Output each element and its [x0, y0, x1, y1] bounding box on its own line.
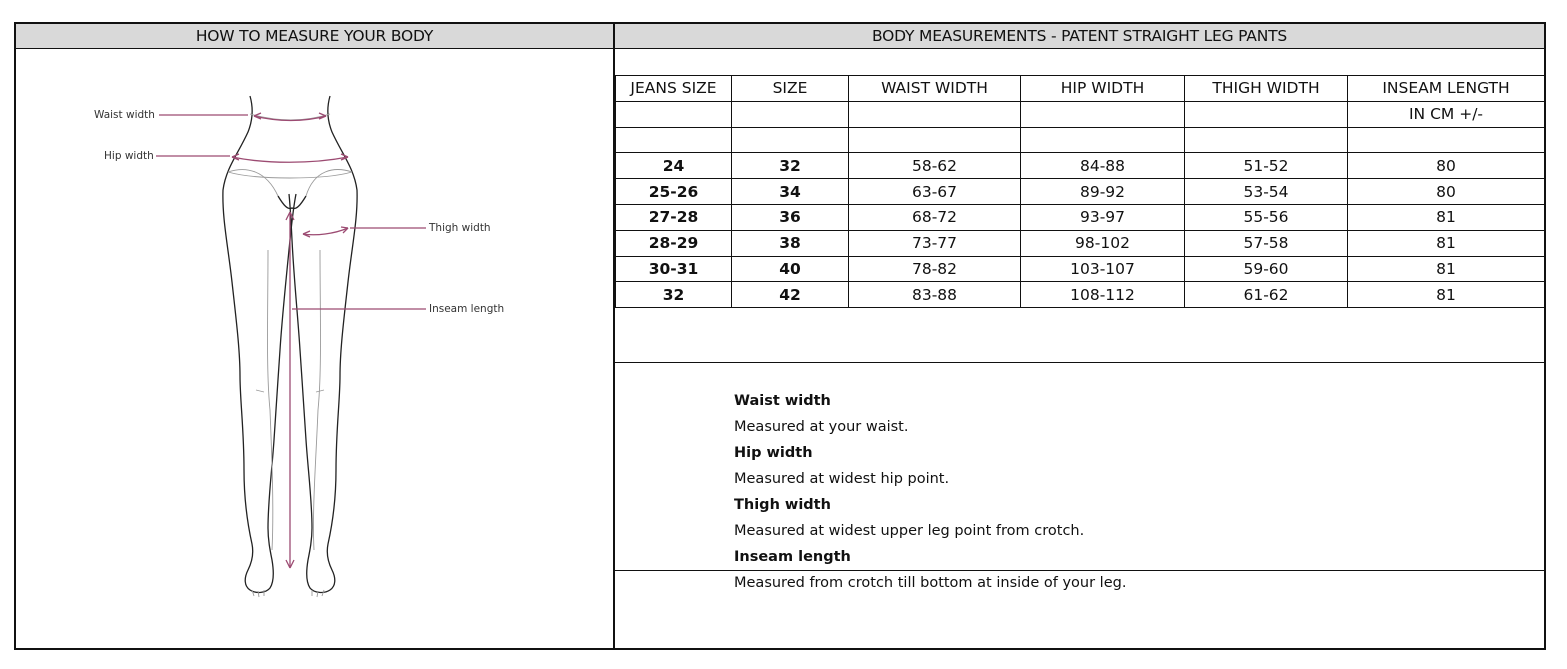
definitions-bottom-border: [615, 570, 1544, 571]
definition-text: Measured at widest hip point.: [734, 471, 950, 487]
size-chart-frame: [14, 22, 1546, 650]
header-size: SIZE: [732, 76, 849, 102]
header-hip-width: HIP WIDTH: [1021, 76, 1185, 102]
table-row: 25-26 34 63-67 89-92 53-54 80: [616, 179, 1545, 205]
table-header-row: [616, 76, 1545, 102]
unit-note: IN CM +/-: [1348, 101, 1545, 127]
definition-term: Hip width: [734, 445, 813, 461]
unit-row: [616, 101, 1545, 127]
header-inseam-length: INSEAM LENGTH: [1348, 76, 1545, 102]
table-row: 30-31 40 78-82 103-107 59-60 81: [616, 256, 1545, 282]
waist-width-label: Waist width: [94, 109, 155, 121]
definitions-top-border: [615, 362, 1544, 363]
header-waist-width: WAIST WIDTH: [849, 76, 1021, 102]
right-panel-title: BODY MEASUREMENTS - PATENT STRAIGHT LEG PANTS: [615, 24, 1544, 49]
table-row: 27-28 36 68-72 93-97 55-56 81: [616, 204, 1545, 230]
table-row: 24 32 58-62 84-88 51-52 80: [616, 153, 1545, 179]
table-row: 28-29 38 73-77 98-102 57-58 81: [616, 230, 1545, 256]
thigh-width-label: Thigh width: [429, 222, 491, 234]
header-jeans-size: JEANS SIZE: [616, 76, 732, 102]
definition-text: Measured at widest upper leg point from crotch.: [734, 523, 1085, 539]
table-row: 32 42 83-88 108-112 61-62 81: [616, 282, 1545, 308]
definition-term: Inseam length: [734, 549, 851, 565]
measurement-definitions: [734, 388, 1126, 596]
inseam-length-label: Inseam length: [429, 303, 505, 315]
left-panel-title: HOW TO MEASURE YOUR BODY: [16, 24, 613, 49]
definition-term: Thigh width: [734, 497, 831, 513]
definition-term: Waist width: [734, 393, 831, 409]
definition-text: Measured at your waist.: [734, 419, 909, 435]
header-thigh-width: THIGH WIDTH: [1185, 76, 1348, 102]
empty-row: [616, 127, 1545, 153]
body-measurement-illustration: [16, 50, 613, 648]
size-table: [615, 75, 1545, 308]
definition-text: Measured from crotch till bottom at inside of your leg.: [734, 575, 1127, 591]
hip-width-label: Hip width: [104, 150, 154, 162]
